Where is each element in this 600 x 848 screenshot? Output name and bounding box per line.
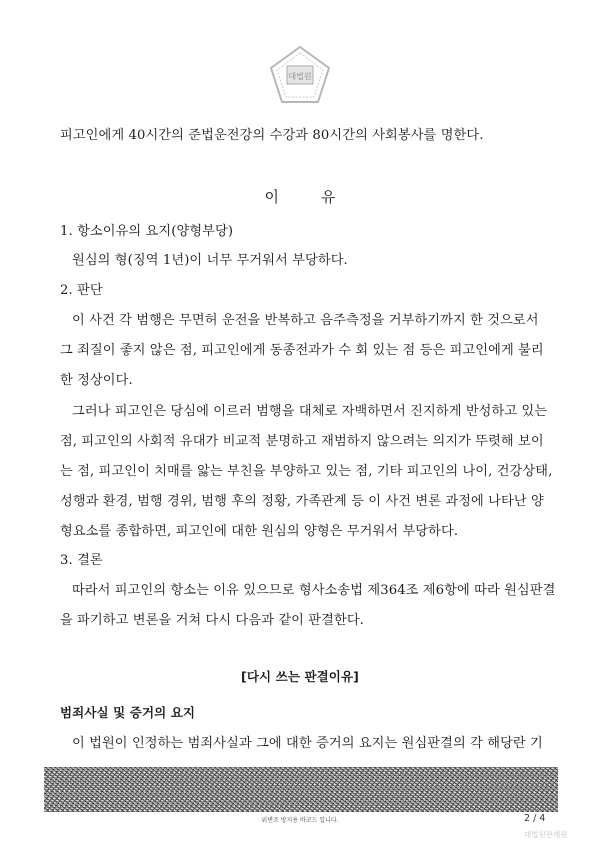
- section3-heading: 3. 결론: [60, 553, 103, 568]
- reason-title-char-2: 유: [321, 188, 336, 206]
- barcode-note: 위변조 방지용 바코드 입니다.: [261, 817, 339, 824]
- reason-title: [0, 186, 600, 207]
- court-seal-text: 대법원: [288, 72, 312, 81]
- section2-para2-line5: 형요소를 종합하면, 피고인에 대한 원심의 양형은 무거워서 부당하다.: [60, 524, 459, 539]
- section2-para1-line2: 그 죄질이 좋지 않은 점, 피고인에게 동종전과가 수 회 있는 점 등은 피고인에게 불리: [60, 343, 544, 358]
- section2-para1-line1: 이 사건 각 범행은 무면허 운전을 반복하고 음주측정을 거부하기까지 한 것으로서: [72, 313, 539, 328]
- section1-body: 원심의 형(징역 1년)이 너무 무거워서 부당하다.: [72, 253, 348, 268]
- facts-heading: 범죄사실 및 증거의 요지: [60, 705, 196, 720]
- sentence-line: 피고인에게 40시간의 준법운전강의 수강과 80시간의 사회봉사를 명한다.: [60, 128, 484, 143]
- section1-heading: 1. 항소이유의 요지(양형부당): [60, 224, 234, 239]
- section3-para-line1: 따라서 피고인의 항소는 이유 있으므로 형사소송법 제364조 제6항에 따라 원심판결: [72, 583, 556, 598]
- section2-para2-line1: 그러나 피고인은 당심에 이르러 범행을 대체로 자백하면서 진지하게 반성하고 있는: [72, 404, 548, 419]
- anti-forgery-barcode: [44, 767, 558, 812]
- watermark: 대법원판례원: [524, 830, 568, 839]
- facts-line: 이 법원이 인정하는 범죄사실과 그에 대한 증거의 요지는 원심판결의 각 해당란 기: [72, 736, 543, 751]
- reason-title-char-1: 이: [264, 188, 279, 206]
- section2-para2-line2: 점, 피고인의 사회적 유대가 비교적 분명하고 재범하지 않으려는 의지가 뚜렷해 보이: [60, 434, 544, 449]
- section2-para2-line4: 성행과 환경, 범행 경위, 범행 후의 정황, 가족관계 등 이 사건 변론 과정에 나타난 양: [60, 494, 544, 509]
- court-seal-icon: [268, 44, 332, 106]
- rejudgment-title: [다시 쓰는 판결이유]: [241, 669, 359, 684]
- section2-para1-line3: 한 정상이다.: [60, 373, 133, 388]
- section3-para-line2: 을 파기하고 변론을 거쳐 다시 다음과 같이 판결한다.: [60, 613, 364, 628]
- section2-heading: 2. 판단: [60, 283, 103, 298]
- section2-para2-line3: 는 점, 피고인이 치매를 앓는 부친을 부양하고 있는 점, 기타 피고인의 나이, 건강상태,: [60, 464, 553, 479]
- page-number: 2 / 4: [524, 813, 546, 824]
